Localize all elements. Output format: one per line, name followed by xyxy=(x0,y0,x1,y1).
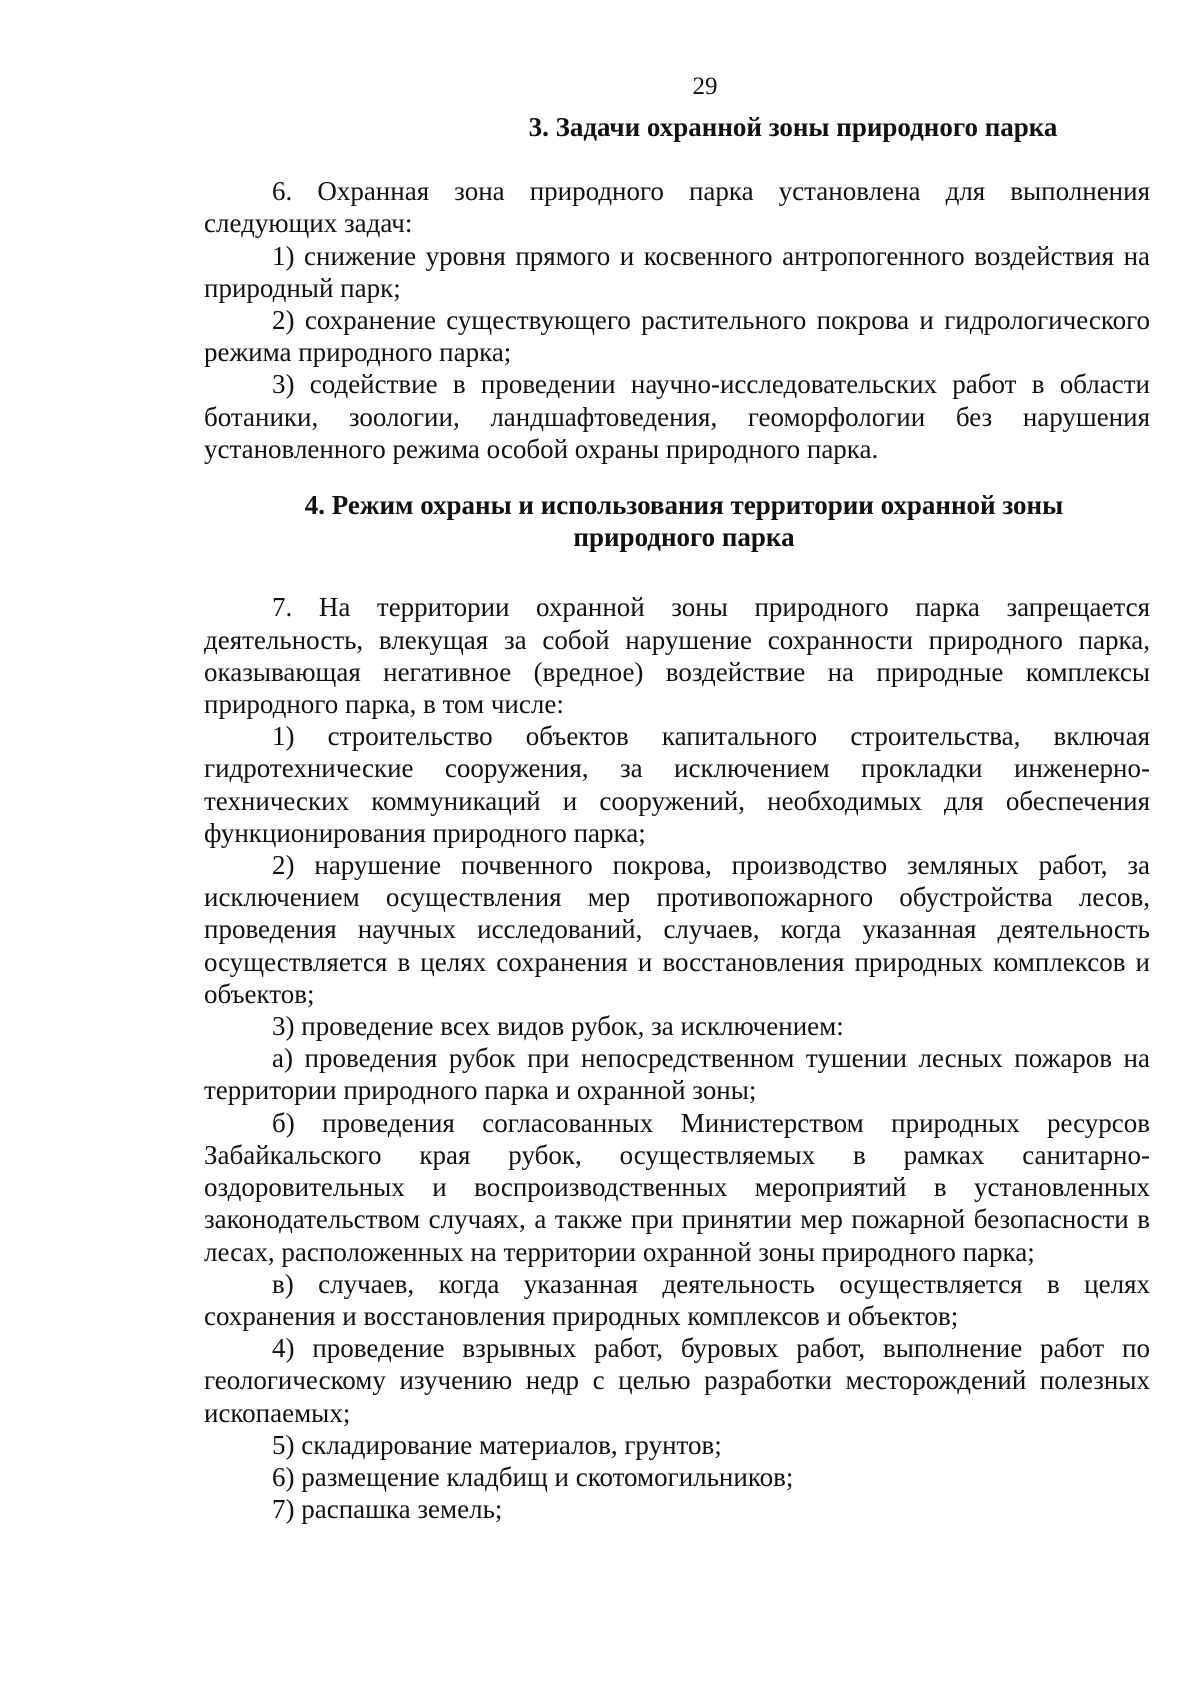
section-4-heading xyxy=(204,489,1150,553)
sub-item-4-3-b: б) проведения согласованных Министерством природных ресурсов Забайкальского края рубок, осуществляемых в рамках санитарно-оздоровительных и воспроизводственных мероприятий в установленных законодательством случаях, а также при принятии мер пожарной безопасности в лесах, расположенных на территории охранной зоны природного парка; xyxy=(204,1107,1150,1267)
list-item-3-1: 1) снижение уровня прямого и косвенного антропогенного воздействия на природный парк; xyxy=(204,240,1150,303)
list-item-4-3: 3) проведение всех видов рубок, за исключением: xyxy=(272,1011,844,1042)
sub-item-4-3-c: в) случаев, когда указанная деятельность осуществляется в целях сохранения и восстановления природных комплексов и объектов; xyxy=(204,1268,1150,1331)
section-4-heading-line2: природного парка xyxy=(573,522,795,553)
page-number: 29 xyxy=(692,73,718,100)
list-item-4-1: 1) строительство объектов капитального строительства, включая гидротехнические сооружения, за исключением прокладки инженерно-технических коммуникаций и сооружений, необходимых для обеспечения функционирования природного парка; xyxy=(204,721,1150,848)
list-item-4-7: 7) распашка земель; xyxy=(272,1494,503,1525)
sub-item-4-3-a: а) проведения рубок при непосредственном тушении лесных пожаров на территории природного парка и охранной зоны; xyxy=(204,1043,1150,1106)
section-3-heading: 3. Задачи охранной зоны природного парка xyxy=(528,112,1058,142)
list-item-3-2: 2) сохранение существующего растительного покрова и гидрологического режима природного парка; xyxy=(204,305,1150,368)
section-4-heading-line1: 4. Режим охраны и использования территории охранной зоны xyxy=(304,490,1064,521)
list-item-4-2: 2) нарушение почвенного покрова, производство земляных работ, за исключением осуществления мер противопожарного обустройства лесов, проведения научных исследований, случаев, когда указанная деятельность осуществляется в целях сохранения и восстановления природных комплексов и объектов; xyxy=(204,850,1150,1009)
list-item-4-4: 4) проведение взрывных работ, буровых работ, выполнение работ по геологическому изучению недр с целью разработки месторождений полезных ископаемых; xyxy=(204,1333,1150,1428)
document-body xyxy=(204,111,1150,1525)
paragraph-7: 7. На территории охранной зоны природного парка запрещается деятельность, влекущая за собой нарушение сохранности природного парка, оказывающая негативное (вредное) воздействие на природные комплексы природного парка, в том числе: xyxy=(204,592,1150,720)
list-item-3-3: 3) содействие в проведении научно-исследовательских работ в области ботаники, зоологии, ландшафтоведения, геоморфологии без нарушения установленного режима особой охраны природного парка. xyxy=(204,369,1150,464)
paragraph-6: 6. Охранная зона природного парка установлена для выполнения следующих задач: xyxy=(204,176,1150,239)
list-item-4-5: 5) складирование материалов, грунтов; xyxy=(272,1429,722,1460)
list-item-4-6: 6) размещение кладбищ и скотомогильников; xyxy=(272,1461,794,1492)
